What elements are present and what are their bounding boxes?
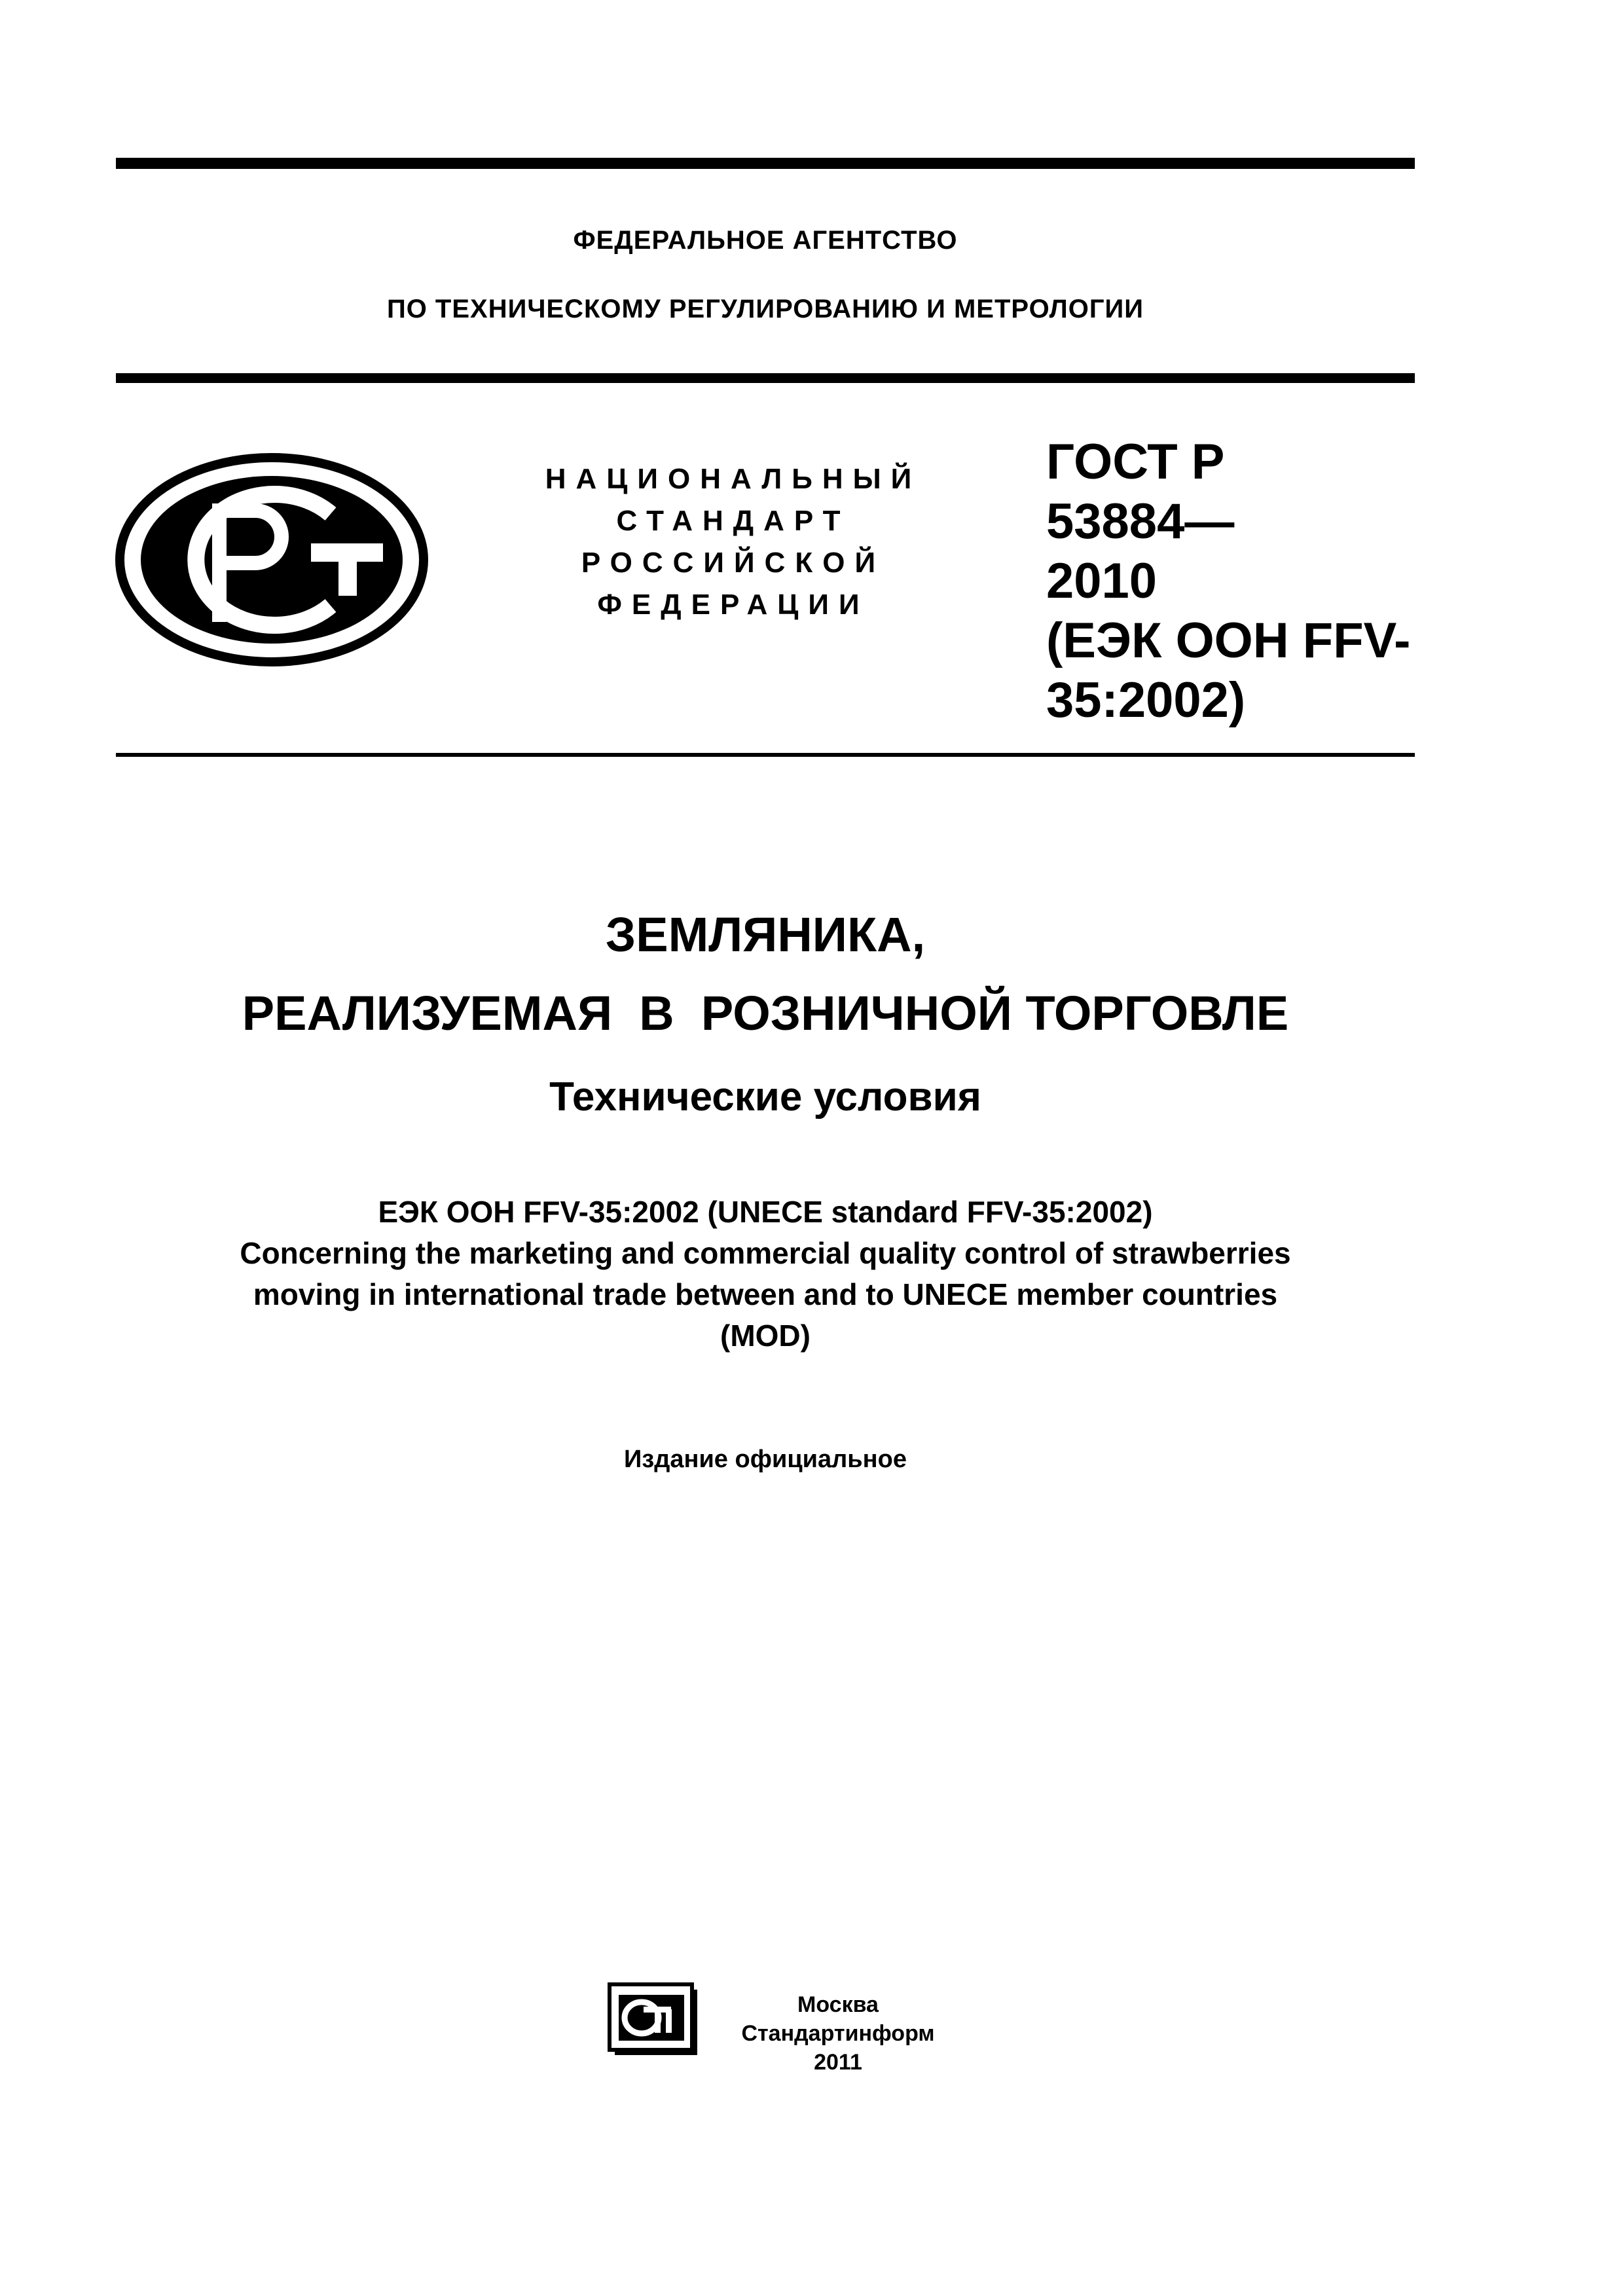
middle-rule <box>116 373 1415 383</box>
national-standard-line-2: СТАНДАРТ <box>616 505 850 537</box>
agency-line-1: ФЕДЕРАЛЬНОЕ АГЕНТСТВО <box>573 226 958 255</box>
agency-line-2: ПО ТЕХНИЧЕСКОМУ РЕГУЛИРОВАНИЮ И МЕТРОЛОГИИ <box>386 295 1144 323</box>
standard-designation <box>1046 432 1413 730</box>
national-standard-line-4: ФЕДЕРАЦИИ <box>597 589 869 621</box>
international-line-4: (MOD) <box>720 1319 811 1353</box>
edition-label: Издание официальное <box>624 1446 907 1473</box>
rst-certification-mark-icon <box>115 452 429 668</box>
national-standard-label <box>517 458 949 626</box>
document-title-line-2: РЕАЛИЗУЕМАЯ В РОЗНИЧНОЙ ТОРГОВЛЕ <box>242 986 1289 1040</box>
international-line-3: moving in international trade between and to UNECE member countries <box>253 1277 1278 1311</box>
publisher-city: Москва <box>797 1992 879 2017</box>
national-standard-line-1: НАЦИОНАЛЬНЫЙ <box>545 463 922 495</box>
publisher-block <box>720 1990 956 2077</box>
international-line-2: Concerning the marketing and commercial quality control of strawberries <box>240 1236 1291 1270</box>
designation-line-2: 53884— <box>1046 494 1235 549</box>
designation-line-3: 2010 <box>1046 553 1158 609</box>
top-rule <box>116 158 1415 169</box>
thin-rule <box>116 753 1415 757</box>
international-line-1: ЕЭК ООН FFV-35:2002 (UNECE standard FFV-35:2002) <box>378 1195 1153 1229</box>
publisher-year: 2011 <box>814 2050 862 2075</box>
designation-line-5: 35:2002) <box>1046 672 1246 728</box>
document-subtitle: Технические условия <box>549 1074 981 1120</box>
standartinform-logo-icon <box>606 1980 704 2059</box>
designation-line-4: (ЕЭК ООН FFV- <box>1046 613 1411 668</box>
document-title-line-1: ЗЕМЛЯНИКА, <box>605 907 926 962</box>
publisher-name: Стандартинформ <box>741 2021 935 2046</box>
designation-line-1: ГОСТ Р <box>1046 434 1225 490</box>
national-standard-line-3: РОССИЙСКОЙ <box>581 547 886 579</box>
international-reference <box>116 1192 1415 1357</box>
